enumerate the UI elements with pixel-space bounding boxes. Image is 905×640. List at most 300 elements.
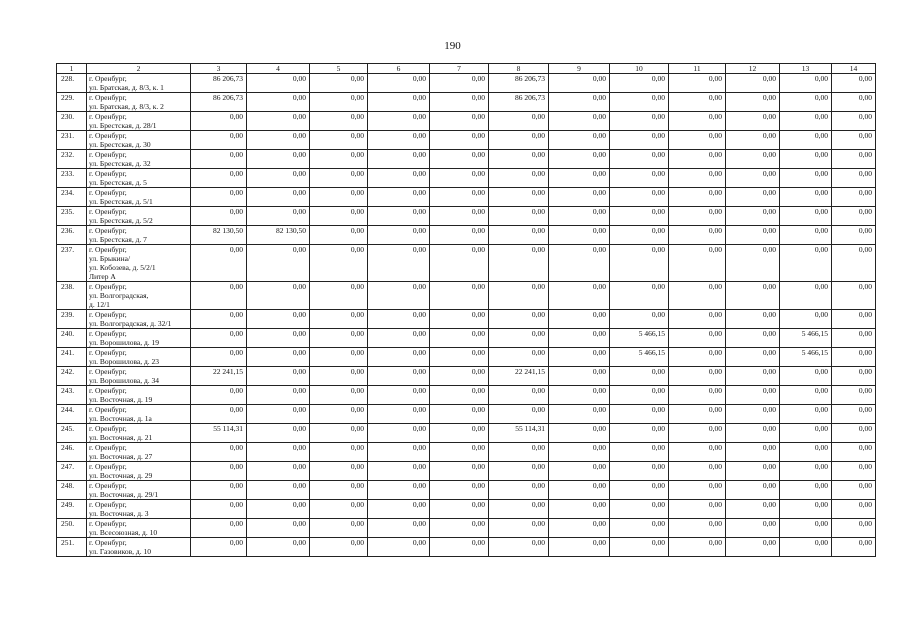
table-row <box>57 207 876 226</box>
value-cell: 0,00 <box>191 405 247 424</box>
value-cell: 0,00 <box>489 538 549 557</box>
table-row <box>57 310 876 329</box>
value-cell: 0,00 <box>549 538 610 557</box>
column-header: 10 <box>610 64 669 74</box>
address-cell <box>87 93 191 112</box>
value-cell: 0,00 <box>489 169 549 188</box>
value-cell: 0,00 <box>726 310 780 329</box>
value-cell: 0,00 <box>832 481 876 500</box>
address-line: ул. Восточная, д. 1а <box>89 414 152 423</box>
value-cell: 0,00 <box>430 188 489 207</box>
value-cell: 0,00 <box>430 386 489 405</box>
table-row <box>57 226 876 245</box>
address-cell <box>87 500 191 519</box>
table-row <box>57 169 876 188</box>
value-cell: 0,00 <box>832 348 876 367</box>
row-number-cell: 245. <box>57 424 87 443</box>
value-cell: 0,00 <box>610 538 669 557</box>
value-cell: 0,00 <box>549 169 610 188</box>
value-cell: 0,00 <box>610 405 669 424</box>
value-cell: 0,00 <box>832 367 876 386</box>
value-cell: 86 206,73 <box>191 74 247 93</box>
table-row <box>57 538 876 557</box>
value-cell: 0,00 <box>310 386 368 405</box>
address-cell <box>87 207 191 226</box>
value-cell: 0,00 <box>726 93 780 112</box>
address-line: г. Оренбург, <box>89 226 127 235</box>
value-cell: 0,00 <box>669 538 726 557</box>
value-cell: 5 466,15 <box>780 329 832 348</box>
value-cell: 0,00 <box>780 405 832 424</box>
value-cell: 0,00 <box>191 386 247 405</box>
value-cell: 0,00 <box>726 74 780 93</box>
header-row <box>57 64 876 74</box>
value-cell: 0,00 <box>310 245 368 282</box>
table-row <box>57 74 876 93</box>
value-cell: 0,00 <box>191 169 247 188</box>
row-number-cell: 231. <box>57 131 87 150</box>
value-cell: 0,00 <box>780 500 832 519</box>
address-line: ул. Брестская, д. 5/1 <box>89 197 153 206</box>
value-cell: 0,00 <box>191 443 247 462</box>
address-line: г. Оренбург, <box>89 367 127 376</box>
address-line: г. Оренбург, <box>89 500 127 509</box>
value-cell: 0,00 <box>489 310 549 329</box>
address-line: ул. Братская, д. 8/3, к. 1 <box>89 83 164 92</box>
address-line: ул. Восточная, д. 3 <box>89 509 149 518</box>
value-cell: 0,00 <box>310 462 368 481</box>
value-cell: 0,00 <box>430 481 489 500</box>
value-cell: 0,00 <box>669 74 726 93</box>
value-cell: 0,00 <box>610 131 669 150</box>
address-cell <box>87 462 191 481</box>
value-cell: 0,00 <box>247 150 310 169</box>
value-cell: 0,00 <box>310 310 368 329</box>
table-body <box>57 74 876 557</box>
value-cell: 0,00 <box>610 207 669 226</box>
value-cell: 0,00 <box>489 405 549 424</box>
value-cell: 86 206,73 <box>191 93 247 112</box>
value-cell: 0,00 <box>549 386 610 405</box>
value-cell: 0,00 <box>726 150 780 169</box>
address-cell <box>87 367 191 386</box>
address-line: ул. Брестская, д. 5 <box>89 178 147 187</box>
address-cell <box>87 329 191 348</box>
value-cell: 0,00 <box>726 424 780 443</box>
table-row <box>57 150 876 169</box>
address-line: г. Оренбург, <box>89 74 127 83</box>
value-cell: 0,00 <box>610 386 669 405</box>
value-cell: 0,00 <box>310 226 368 245</box>
value-cell: 0,00 <box>310 481 368 500</box>
value-cell: 0,00 <box>489 443 549 462</box>
value-cell: 0,00 <box>780 519 832 538</box>
value-cell: 0,00 <box>368 443 430 462</box>
value-cell: 0,00 <box>832 112 876 131</box>
value-cell: 0,00 <box>368 462 430 481</box>
row-number-cell: 242. <box>57 367 87 386</box>
value-cell: 0,00 <box>247 443 310 462</box>
address-line: г. Оренбург, <box>89 282 127 291</box>
value-cell: 5 466,15 <box>610 329 669 348</box>
value-cell: 0,00 <box>549 226 610 245</box>
address-cell <box>87 112 191 131</box>
value-cell: 0,00 <box>669 112 726 131</box>
value-cell: 0,00 <box>310 500 368 519</box>
value-cell: 0,00 <box>247 245 310 282</box>
value-cell: 0,00 <box>247 74 310 93</box>
value-cell: 0,00 <box>430 169 489 188</box>
table-row <box>57 112 876 131</box>
value-cell: 0,00 <box>610 282 669 310</box>
value-cell: 0,00 <box>780 131 832 150</box>
address-line: г. Оренбург, <box>89 348 127 357</box>
value-cell: 0,00 <box>489 348 549 367</box>
value-cell: 0,00 <box>549 310 610 329</box>
value-cell: 0,00 <box>832 310 876 329</box>
address-line: г. Оренбург, <box>89 386 127 395</box>
value-cell: 0,00 <box>549 443 610 462</box>
value-cell: 0,00 <box>191 310 247 329</box>
row-number-cell: 239. <box>57 310 87 329</box>
value-cell: 0,00 <box>368 150 430 169</box>
value-cell: 0,00 <box>669 150 726 169</box>
value-cell: 0,00 <box>549 131 610 150</box>
row-number-cell: 233. <box>57 169 87 188</box>
value-cell: 0,00 <box>430 443 489 462</box>
address-cell <box>87 310 191 329</box>
address-line: г. Оренбург, <box>89 462 127 471</box>
address-line: ул. Восточная, д. 29 <box>89 471 153 480</box>
value-cell: 0,00 <box>430 538 489 557</box>
value-cell: 0,00 <box>368 169 430 188</box>
value-cell: 0,00 <box>832 519 876 538</box>
value-cell: 0,00 <box>191 519 247 538</box>
value-cell: 0,00 <box>310 188 368 207</box>
value-cell: 0,00 <box>489 207 549 226</box>
value-cell: 0,00 <box>669 348 726 367</box>
row-number-cell: 232. <box>57 150 87 169</box>
address-cell <box>87 538 191 557</box>
value-cell: 0,00 <box>610 169 669 188</box>
value-cell: 0,00 <box>549 500 610 519</box>
value-cell: 0,00 <box>368 386 430 405</box>
value-cell: 0,00 <box>610 424 669 443</box>
value-cell: 0,00 <box>430 245 489 282</box>
value-cell: 0,00 <box>549 112 610 131</box>
table-row <box>57 481 876 500</box>
page-number: 190 <box>444 40 461 52</box>
value-cell: 0,00 <box>549 519 610 538</box>
value-cell: 0,00 <box>247 131 310 150</box>
value-cell: 0,00 <box>669 93 726 112</box>
value-cell: 0,00 <box>430 112 489 131</box>
value-cell: 0,00 <box>368 93 430 112</box>
value-cell: 55 114,31 <box>191 424 247 443</box>
value-cell: 0,00 <box>780 310 832 329</box>
value-cell: 0,00 <box>247 386 310 405</box>
row-number-cell: 236. <box>57 226 87 245</box>
value-cell: 0,00 <box>726 500 780 519</box>
value-cell: 0,00 <box>832 150 876 169</box>
value-cell: 0,00 <box>368 500 430 519</box>
value-cell: 0,00 <box>191 462 247 481</box>
column-header: 2 <box>87 64 191 74</box>
address-line: г. Оренбург, <box>89 188 127 197</box>
value-cell: 0,00 <box>368 367 430 386</box>
address-line: ул. Ворошилова, д. 34 <box>89 376 160 385</box>
value-cell: 86 206,73 <box>489 74 549 93</box>
table-row <box>57 405 876 424</box>
value-cell: 0,00 <box>832 462 876 481</box>
row-number-cell: 251. <box>57 538 87 557</box>
address-cell <box>87 282 191 310</box>
address-line: г. Оренбург, <box>89 519 127 528</box>
value-cell: 0,00 <box>247 538 310 557</box>
value-cell: 0,00 <box>549 348 610 367</box>
address-cell <box>87 74 191 93</box>
value-cell: 0,00 <box>247 329 310 348</box>
value-cell: 0,00 <box>832 169 876 188</box>
column-header: 3 <box>191 64 247 74</box>
value-cell: 0,00 <box>726 131 780 150</box>
table-row <box>57 367 876 386</box>
value-cell: 0,00 <box>726 538 780 557</box>
value-cell: 0,00 <box>832 500 876 519</box>
table-row <box>57 245 876 282</box>
row-number-cell: 248. <box>57 481 87 500</box>
value-cell: 0,00 <box>430 310 489 329</box>
row-number-cell: 243. <box>57 386 87 405</box>
table-row <box>57 131 876 150</box>
value-cell: 0,00 <box>191 282 247 310</box>
value-cell: 0,00 <box>549 74 610 93</box>
value-cell: 0,00 <box>780 538 832 557</box>
address-cell <box>87 443 191 462</box>
address-line: г. Оренбург, <box>89 112 127 121</box>
value-cell: 0,00 <box>430 131 489 150</box>
column-header: 5 <box>310 64 368 74</box>
value-cell: 0,00 <box>368 329 430 348</box>
value-cell: 0,00 <box>780 169 832 188</box>
value-cell: 0,00 <box>780 424 832 443</box>
value-cell: 0,00 <box>610 310 669 329</box>
value-cell: 0,00 <box>489 245 549 282</box>
value-cell: 0,00 <box>669 519 726 538</box>
value-cell: 0,00 <box>489 329 549 348</box>
value-cell: 0,00 <box>191 245 247 282</box>
address-line: г. Оренбург, <box>89 131 127 140</box>
value-cell: 0,00 <box>726 367 780 386</box>
value-cell: 0,00 <box>780 74 832 93</box>
value-cell: 0,00 <box>549 188 610 207</box>
value-cell: 0,00 <box>832 443 876 462</box>
address-line: г. Оренбург, <box>89 169 127 178</box>
value-cell: 0,00 <box>430 150 489 169</box>
address-line: Литер А <box>89 272 116 281</box>
address-line: ул. Кобозева, д. 5/2/1 <box>89 263 156 272</box>
value-cell: 0,00 <box>726 169 780 188</box>
value-cell: 0,00 <box>368 310 430 329</box>
table-row <box>57 443 876 462</box>
value-cell: 0,00 <box>310 367 368 386</box>
value-cell: 0,00 <box>726 405 780 424</box>
value-cell: 0,00 <box>247 310 310 329</box>
value-cell: 0,00 <box>780 367 832 386</box>
value-cell: 0,00 <box>368 424 430 443</box>
value-cell: 0,00 <box>610 226 669 245</box>
value-cell: 0,00 <box>669 226 726 245</box>
row-number-cell: 237. <box>57 245 87 282</box>
data-table <box>56 63 876 557</box>
value-cell: 0,00 <box>489 386 549 405</box>
address-line: г. Оренбург, <box>89 150 127 159</box>
table-row <box>57 386 876 405</box>
table-row <box>57 519 876 538</box>
value-cell: 0,00 <box>247 348 310 367</box>
value-cell: 0,00 <box>247 169 310 188</box>
address-line: ул. Всесоюзная, д. 10 <box>89 528 158 537</box>
value-cell: 0,00 <box>191 131 247 150</box>
value-cell: 0,00 <box>726 112 780 131</box>
value-cell: 0,00 <box>832 405 876 424</box>
value-cell: 0,00 <box>832 386 876 405</box>
address-cell <box>87 405 191 424</box>
value-cell: 82 130,50 <box>191 226 247 245</box>
value-cell: 0,00 <box>726 245 780 282</box>
value-cell: 0,00 <box>610 245 669 282</box>
address-line: ул. Волгоградская, <box>89 291 149 300</box>
value-cell: 0,00 <box>191 538 247 557</box>
value-cell: 0,00 <box>549 150 610 169</box>
address-line: г. Оренбург, <box>89 93 127 102</box>
value-cell: 0,00 <box>310 207 368 226</box>
value-cell: 0,00 <box>832 282 876 310</box>
value-cell: 0,00 <box>832 538 876 557</box>
table-row <box>57 348 876 367</box>
value-cell: 0,00 <box>368 226 430 245</box>
row-number-cell: 240. <box>57 329 87 348</box>
value-cell: 86 206,73 <box>489 93 549 112</box>
address-line: г. Оренбург, <box>89 310 127 319</box>
address-line: г. Оренбург, <box>89 245 127 254</box>
value-cell: 0,00 <box>310 405 368 424</box>
value-cell: 0,00 <box>191 150 247 169</box>
address-cell <box>87 386 191 405</box>
value-cell: 0,00 <box>430 405 489 424</box>
value-cell: 0,00 <box>430 348 489 367</box>
address-cell <box>87 348 191 367</box>
address-line: ул. Брестская, д. 30 <box>89 140 151 149</box>
row-number-cell: 230. <box>57 112 87 131</box>
value-cell: 0,00 <box>430 500 489 519</box>
value-cell: 0,00 <box>430 367 489 386</box>
value-cell: 0,00 <box>310 329 368 348</box>
address-line: ул. Газовиков, д. 10 <box>89 547 151 556</box>
value-cell: 0,00 <box>669 329 726 348</box>
value-cell: 0,00 <box>726 282 780 310</box>
value-cell: 0,00 <box>247 282 310 310</box>
value-cell: 0,00 <box>726 462 780 481</box>
value-cell: 0,00 <box>430 207 489 226</box>
value-cell: 0,00 <box>430 226 489 245</box>
value-cell: 0,00 <box>669 245 726 282</box>
table-row <box>57 500 876 519</box>
value-cell: 0,00 <box>191 188 247 207</box>
value-cell: 0,00 <box>310 74 368 93</box>
value-cell: 0,00 <box>310 169 368 188</box>
value-cell: 0,00 <box>832 74 876 93</box>
address-line: ул. Ворошилова, д. 23 <box>89 357 160 366</box>
value-cell: 0,00 <box>610 367 669 386</box>
value-cell: 0,00 <box>247 500 310 519</box>
address-line: ул. Брыкина/ <box>89 254 131 263</box>
value-cell: 0,00 <box>368 481 430 500</box>
value-cell: 0,00 <box>191 329 247 348</box>
value-cell: 0,00 <box>726 226 780 245</box>
value-cell: 82 130,50 <box>247 226 310 245</box>
address-line: г. Оренбург, <box>89 481 127 490</box>
table-row <box>57 424 876 443</box>
value-cell: 0,00 <box>669 500 726 519</box>
address-line: г. Оренбург, <box>89 405 127 414</box>
value-cell: 0,00 <box>191 481 247 500</box>
value-cell: 0,00 <box>368 538 430 557</box>
value-cell: 0,00 <box>368 282 430 310</box>
value-cell: 0,00 <box>310 131 368 150</box>
value-cell: 0,00 <box>489 462 549 481</box>
address-line: ул. Восточная, д. 19 <box>89 395 153 404</box>
value-cell: 0,00 <box>310 150 368 169</box>
value-cell: 0,00 <box>549 282 610 310</box>
address-line: ул. Восточная, д. 29/1 <box>89 490 159 499</box>
value-cell: 0,00 <box>489 112 549 131</box>
address-line: ул. Брестская, д. 7 <box>89 235 147 244</box>
address-line: д. 12/1 <box>89 300 110 309</box>
value-cell: 0,00 <box>549 93 610 112</box>
value-cell: 0,00 <box>610 519 669 538</box>
value-cell: 0,00 <box>489 282 549 310</box>
value-cell: 0,00 <box>430 329 489 348</box>
value-cell: 0,00 <box>489 188 549 207</box>
row-number-cell: 241. <box>57 348 87 367</box>
value-cell: 0,00 <box>549 481 610 500</box>
value-cell: 0,00 <box>489 226 549 245</box>
table-header <box>57 64 876 74</box>
value-cell: 0,00 <box>549 424 610 443</box>
value-cell: 0,00 <box>191 500 247 519</box>
value-cell: 0,00 <box>549 245 610 282</box>
value-cell: 0,00 <box>247 207 310 226</box>
address-cell <box>87 226 191 245</box>
row-number-cell: 244. <box>57 405 87 424</box>
value-cell: 0,00 <box>310 519 368 538</box>
row-number-cell: 246. <box>57 443 87 462</box>
value-cell: 0,00 <box>191 207 247 226</box>
value-cell: 0,00 <box>780 207 832 226</box>
value-cell: 0,00 <box>310 112 368 131</box>
value-cell: 0,00 <box>549 462 610 481</box>
address-cell <box>87 519 191 538</box>
value-cell: 0,00 <box>368 405 430 424</box>
value-cell: 0,00 <box>368 188 430 207</box>
value-cell: 0,00 <box>780 245 832 282</box>
value-cell: 0,00 <box>726 348 780 367</box>
value-cell: 0,00 <box>832 93 876 112</box>
address-line: ул. Восточная, д. 21 <box>89 433 153 442</box>
value-cell: 0,00 <box>489 150 549 169</box>
value-cell: 0,00 <box>610 112 669 131</box>
